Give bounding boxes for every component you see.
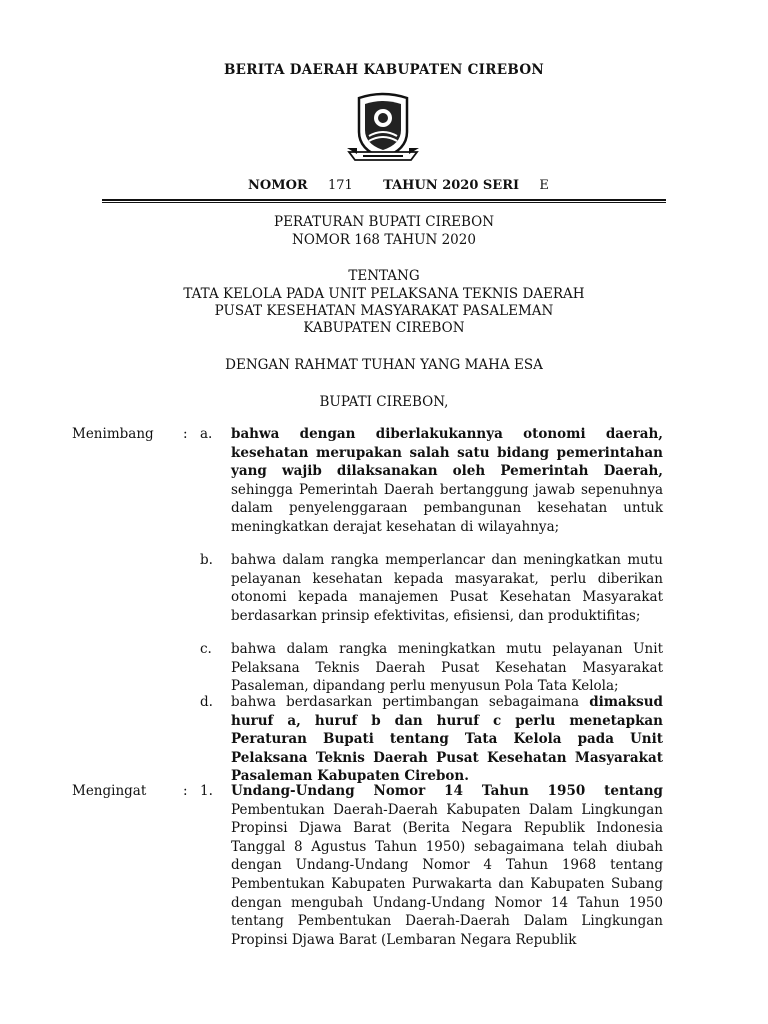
regulation-number: NOMOR 168 TAHUN 2020: [292, 232, 476, 248]
menimbang-colon: :: [183, 426, 188, 442]
nomor-label: NOMOR: [248, 178, 308, 193]
mengingat-item-1-text: Pembentukan Daerah-Daerah Kabupaten Dalam Lingkungan Propinsi Djawa Barat (Berita Negara Republik Indonesia Tanggal 8 Agustus Tahun 1950) sebagaimana telah diubah dengan Undang-Undang Nomor 4 Tahun 1968 tentang Pembentukan Kabupaten Purwakarta dan Kabupaten Subang dengan mengubah Undang-Undang Nomor 14 Tahun 1950 tentang Pembentukan Daerah-Daerah Dalam Lingkungan Propinsi Djawa Barat (Lembaran Negara Republik: [231, 801, 663, 948]
menimbang-item-d: [231, 693, 663, 786]
bupati-line: BUPATI CIREBON,: [319, 394, 449, 410]
header-divider-thin: [102, 202, 666, 203]
tahun-seri-label: TAHUN 2020 SERI: [383, 178, 520, 193]
menimbang-label: Menimbang: [72, 426, 154, 442]
subject-line-3: KABUPATEN CIREBON: [303, 320, 465, 336]
menimbang-item-a-text: sehingga Pemerintah Daerah bertanggung jawab sepenuhnya dalam penyelenggaraan pembangunan kesehatan untuk meningkatkan derajat kesehatan di wilayahnya;: [231, 481, 663, 535]
menimbang-item-a-bold: bahwa dengan diberlakukannya otonomi daerah, kesehatan merupakan salah satu bidang pemerintahan yang wajib dilaksanakan oleh Pemerintah Daerah,: [231, 426, 663, 480]
menimbang-item-b: bahwa dalam rangka memperlancar dan meningkatkan mutu pelayanan kesehatan kepada masyarakat, perlu diberikan otonomi kepada manajemen Pusat Kesehatan Masyarakat berdasarkan prinsip efektivitas, efisiensi, dan produktifitas;: [231, 552, 663, 624]
nomor-value: 171: [328, 178, 353, 193]
menimbang-marker-b: b.: [200, 552, 213, 568]
menimbang-item-d-bold: dimaksud huruf a, huruf b dan huruf c perlu menetapkan Peraturan Bupati tentang Tata Kelola pada Unit Pelaksana Teknis Daerah Pusat Kesehatan Masyarakat Pasaleman Kabupaten Cirebon.: [231, 694, 663, 785]
rahmat-line: DENGAN RAHMAT TUHAN YANG MAHA ESA: [225, 357, 543, 373]
cirebon-emblem-icon: [345, 92, 421, 164]
regulation-title: PERATURAN BUPATI CIREBON: [273, 214, 495, 230]
menimbang-marker-a: a.: [200, 426, 213, 442]
mengingat-marker-1: 1.: [200, 783, 213, 799]
header-divider: [102, 199, 666, 201]
mengingat-label: Mengingat: [72, 783, 147, 799]
seri-value: E: [539, 178, 549, 193]
menimbang-item-d-text: bahwa berdasarkan pertimbangan sebagaimana: [231, 694, 580, 710]
issue-number-line: [248, 178, 549, 193]
tentang-heading: TENTANG: [348, 268, 420, 284]
menimbang-item-a: [231, 425, 663, 537]
document-title: BERITA DAERAH KABUPATEN CIREBON: [223, 62, 545, 78]
mengingat-colon: :: [183, 783, 188, 799]
subject-line-2: PUSAT KESEHATAN MASYARAKAT PASALEMAN: [214, 303, 554, 319]
mengingat-item-1-bold: Undang-Undang Nomor 14 Tahun 1950 tentang: [231, 783, 663, 799]
menimbang-marker-c: c.: [200, 641, 212, 657]
mengingat-item-1: [231, 782, 663, 949]
menimbang-marker-d: d.: [200, 694, 213, 710]
menimbang-item-c: bahwa dalam rangka meningkatkan mutu pelayanan Unit Pelaksana Teknis Daerah Pusat Kesehatan Masyarakat Pasaleman, dipandang perlu menyusun Pola Tata Kelola;: [231, 641, 663, 695]
subject-line-1: TATA KELOLA PADA UNIT PELAKSANA TEKNIS DAERAH: [183, 286, 585, 302]
